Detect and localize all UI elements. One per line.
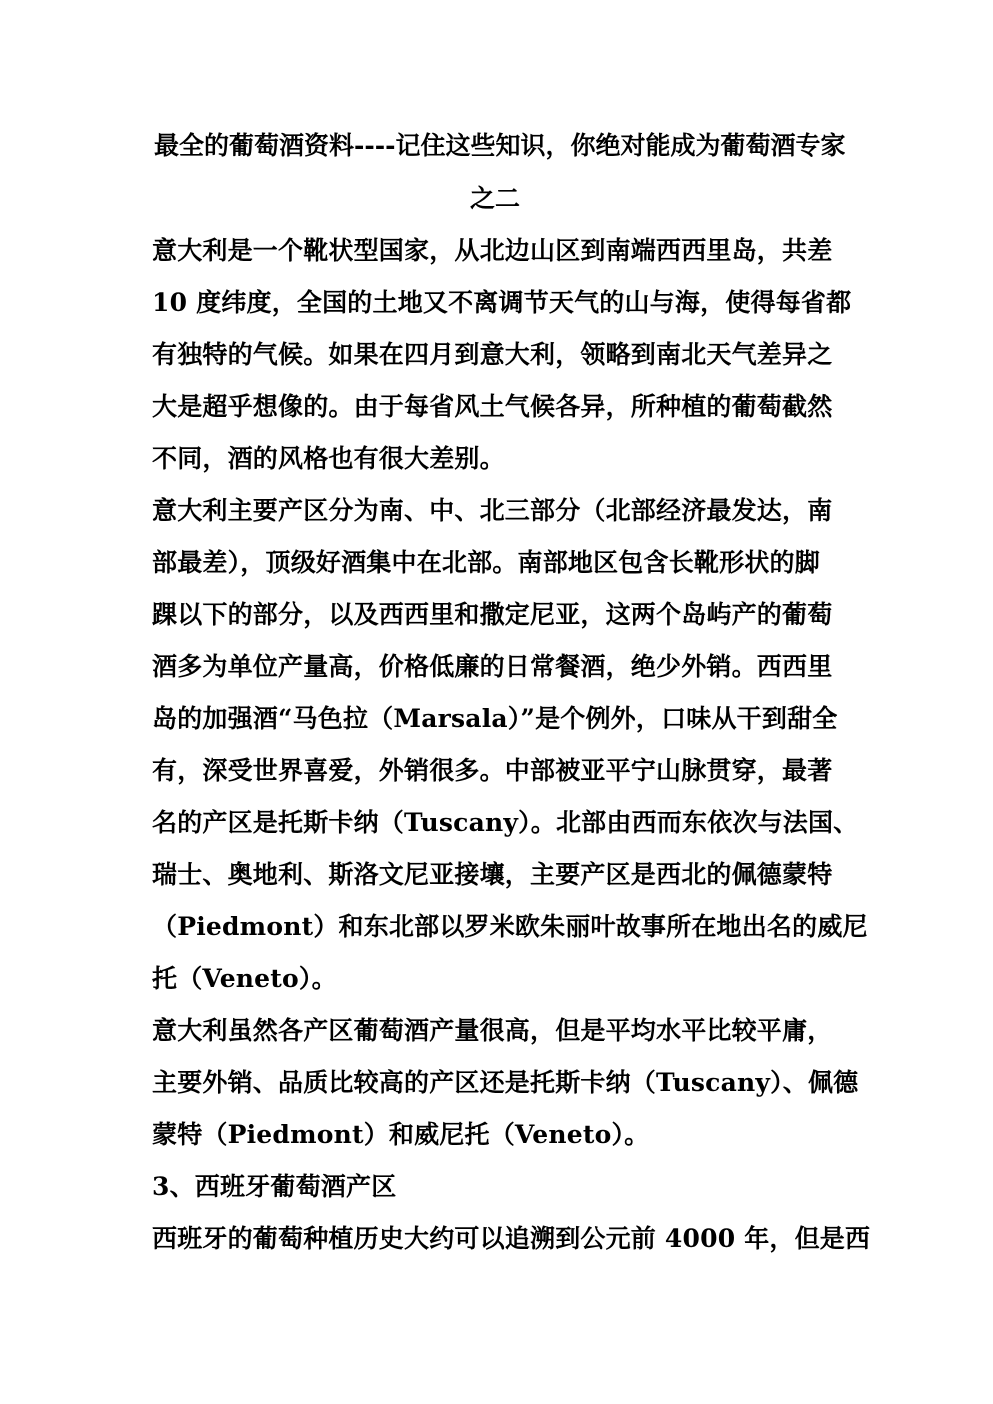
paragraph-2-line: 意大利主要产区分为南、中、北三部分（北部经济最发达，南	[152, 496, 833, 525]
paragraph-1-line: 意大利是一个靴状型国家，从北边山区到南端西西里岛，共差	[152, 236, 833, 265]
paragraph-1-line: 不同，酒的风格也有很大差别。	[152, 444, 505, 473]
section-heading-3: 3、西班牙葡萄酒产区	[152, 1172, 397, 1201]
document-title-line-1: 最全的葡萄酒资料----记住这些知识，你绝对能成为葡萄酒专家	[154, 131, 846, 160]
document-title-line-2: 之二	[470, 184, 521, 213]
paragraph-4-line: 西班牙的葡萄种植历史大约可以追溯到公元前 4000 年，但是西	[152, 1224, 871, 1253]
paragraph-2-line: 岛的加强酒“马色拉（Marsala）”是个例外，口味从干到甜全	[152, 704, 838, 733]
paragraph-1-line: 大是超乎想像的。由于每省风土气候各异，所种植的葡萄截然	[152, 392, 833, 421]
paragraph-3-line: 主要外销、品质比较高的产区还是托斯卡纳（Tuscany）、佩德	[152, 1068, 859, 1097]
paragraph-2-line: 托（Veneto）。	[152, 964, 337, 993]
paragraph-2-line: 踝以下的部分，以及西西里和撒定尼亚，这两个岛屿产的葡萄	[152, 600, 833, 629]
paragraph-2-line: 酒多为单位产量高，价格低廉的日常餐酒，绝少外销。西西里	[152, 652, 833, 681]
paragraph-2-line: 部最差），顶级好酒集中在北部。南部地区包含长靴形状的脚	[152, 548, 820, 577]
paragraph-3-line: 蒙特（Piedmont）和威尼托（Veneto）。	[152, 1120, 650, 1149]
paragraph-2-line: 名的产区是托斯卡纳（Tuscany）。北部由西而东依次与法国、	[152, 808, 859, 837]
paragraph-1-line: 有独特的气候。如果在四月到意大利，领略到南北天气差异之	[152, 340, 833, 369]
paragraph-2-line: （Piedmont）和东北部以罗米欧朱丽叶故事所在地出名的威尼	[152, 912, 868, 941]
paragraph-2-line: 有，深受世界喜爱，外销很多。中部被亚平宁山脉贯穿，最著	[152, 756, 833, 785]
paragraph-1-line: 10 度纬度，全国的土地又不离调节天气的山与海，使得每省都	[152, 288, 852, 317]
paragraph-2-line: 瑞士、奥地利、斯洛文尼亚接壤，主要产区是西北的佩德蒙特	[152, 860, 833, 889]
paragraph-3-line: 意大利虽然各产区葡萄酒产量很高，但是平均水平比较平庸，	[152, 1016, 833, 1045]
